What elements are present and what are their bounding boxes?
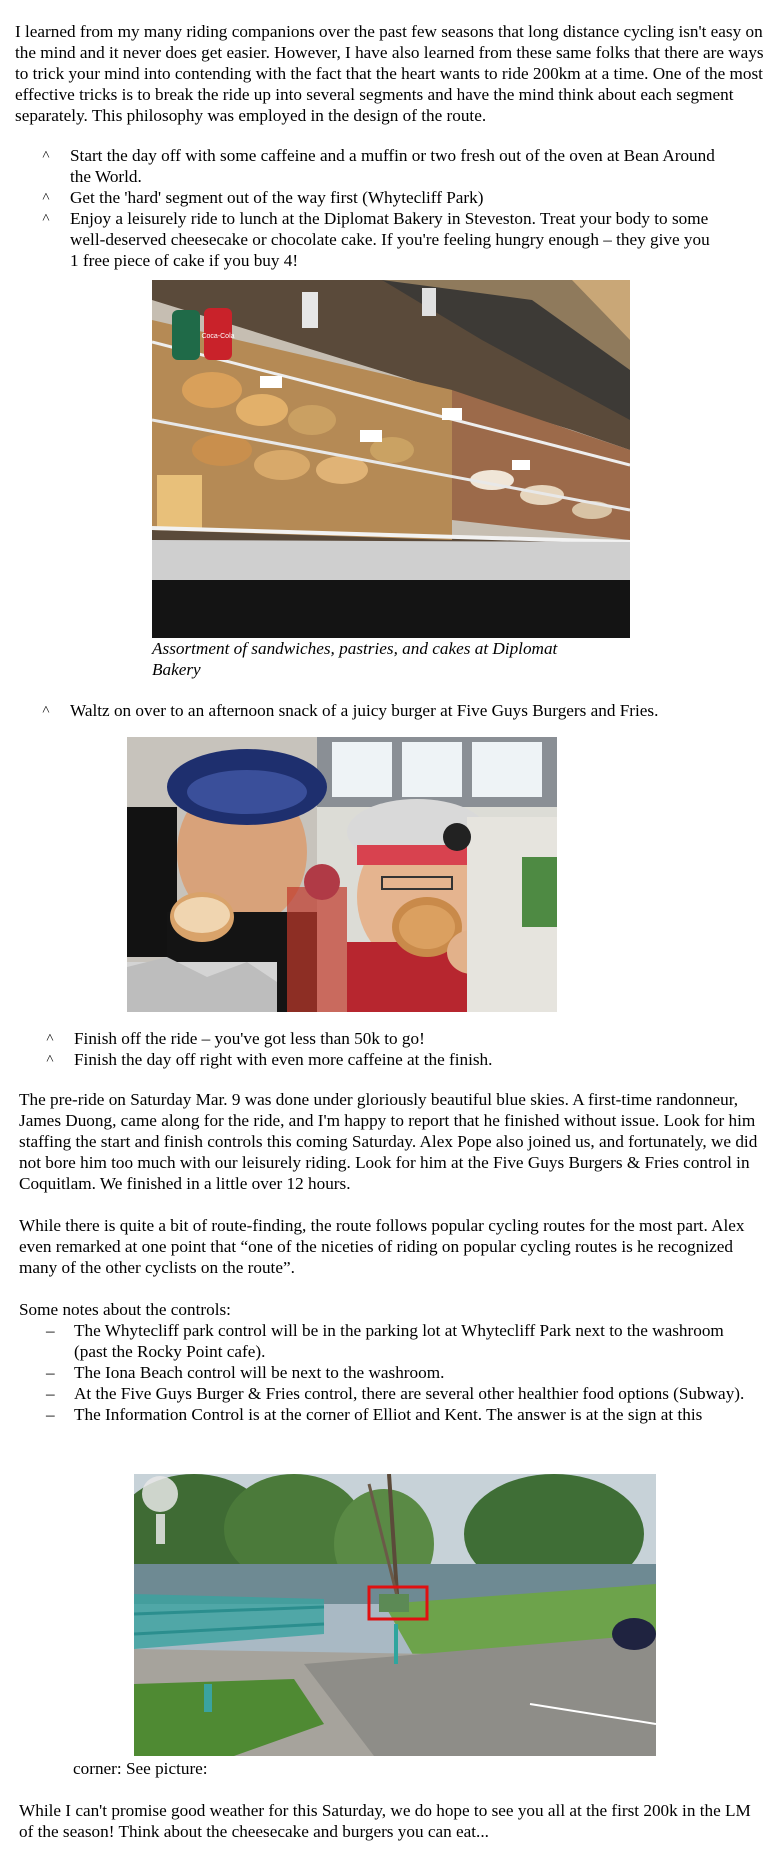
- bullet-icon: ˄: [42, 703, 50, 718]
- intersection-sign-image: [134, 1474, 656, 1756]
- list-item: – The Iona Beach control will be next to the washroom.: [46, 1363, 445, 1382]
- bakery-photo: [152, 280, 630, 638]
- finish-list: [19, 1028, 719, 1070]
- list-item: ˄ Finish off the ride – you've got less than 50k to go!: [46, 1029, 425, 1048]
- closing-paragraph: While I can't promise good weather for this Saturday, we do hope to see you all at the first 200k in the LM of the season! Think about the cheesecake and burgers you can eat...: [19, 1801, 751, 1841]
- dash-icon: –: [46, 1405, 55, 1424]
- burger-list: [15, 700, 715, 721]
- list-item: – At the Five Guys Burger & Fries control, there are several other healthier food options (Subway).: [46, 1384, 745, 1403]
- list-item: – The Information Control is at the corner of Elliot and Kent. The answer is at the sign at this: [46, 1405, 703, 1424]
- routefinding-paragraph: While there is quite a bit of route-finding, the route follows popular cycling routes for the most part. Alex even remarked at one point that “one of the niceties of riding on popular cycling routes is he recognized many of the other cyclists on the route”.: [19, 1216, 745, 1277]
- list-item: ˄ Finish the day off right with even more caffeine at the finish.: [46, 1050, 493, 1069]
- list-item: – The Whytecliff park control will be in the parking lot at Whytecliff Park next to the washroom (past the Rocky Point cafe).: [46, 1321, 724, 1361]
- bullet-icon: ˄: [46, 1031, 54, 1046]
- list-item: ˄ Enjoy a leisurely ride to lunch at the Diplomat Bakery in Steveston. Treat your body to some well-deserved cheesecake or chocolate cake. If you're feeling hungry enough – they give you 1 free piece of cake if you buy 4!: [42, 209, 710, 270]
- dash-icon: –: [46, 1363, 55, 1382]
- soda-can-label: Coca-Cola: [201, 333, 235, 340]
- notes-heading: Some notes about the controls:: [19, 1300, 231, 1319]
- route-highlights-list: [15, 145, 715, 271]
- cyclists-eating-burgers-image: [127, 737, 557, 1012]
- bakery-caption: Assortment of sandwiches, pastries, and cakes at Diplomat Bakery: [152, 639, 558, 679]
- list-item: ˄ Get the 'hard' segment out of the way first (Whytecliff Park): [42, 188, 484, 207]
- pan-control-icon: [142, 1476, 178, 1512]
- dash-icon: –: [46, 1321, 55, 1340]
- dash-icon: –: [46, 1384, 55, 1403]
- burger-photo: [127, 737, 557, 1012]
- preride-paragraph: The pre-ride on Saturday Mar. 9 was done under gloriously beautiful blue skies. A first-time randonneur, James Duong, came along for the ride, and I'm happy to report that he finished without issue. Look for him staffing the start and finish controls this coming Saturday. Alex Pope also joined us, and fortunately, we did not bore him too much with our leisurely riding. Look for him at the Five Guys Burgers & Fries control in Coquitlam. We finished in a little over 12 hours.: [19, 1090, 758, 1193]
- zoom-control-icon: [156, 1514, 165, 1544]
- list-item: ˄ Waltz on over to an afternoon snack of a juicy burger at Five Guys Burgers and Fries.: [42, 701, 659, 720]
- bullet-icon: ˄: [42, 211, 50, 226]
- bakery-display-case-image: [152, 280, 630, 638]
- list-item: ˄ Start the day off with some caffeine and a muffin or two fresh out of the oven at Bean Around the World.: [42, 146, 715, 186]
- intro-paragraph: I learned from my many riding companions over the past few seasons that long distance cycling isn't easy on the mind and it never does get easier. However, I have also learned from these same folks that there are ways to trick your mind into contending with the fact that the heart wants to ride 200km at a time. One of the most effective tricks is to break the ride up into several segments and have the mind think about each segment separately. This philosophy was employed in the design of the route.: [15, 22, 764, 125]
- control-notes-list: [19, 1320, 759, 1425]
- bullet-icon: ˄: [42, 148, 50, 163]
- bullet-icon: ˄: [42, 190, 50, 205]
- bullet-icon: ˄: [46, 1052, 54, 1067]
- corner-text: corner: See picture:: [73, 1759, 208, 1778]
- street-view-photo: [134, 1474, 656, 1756]
